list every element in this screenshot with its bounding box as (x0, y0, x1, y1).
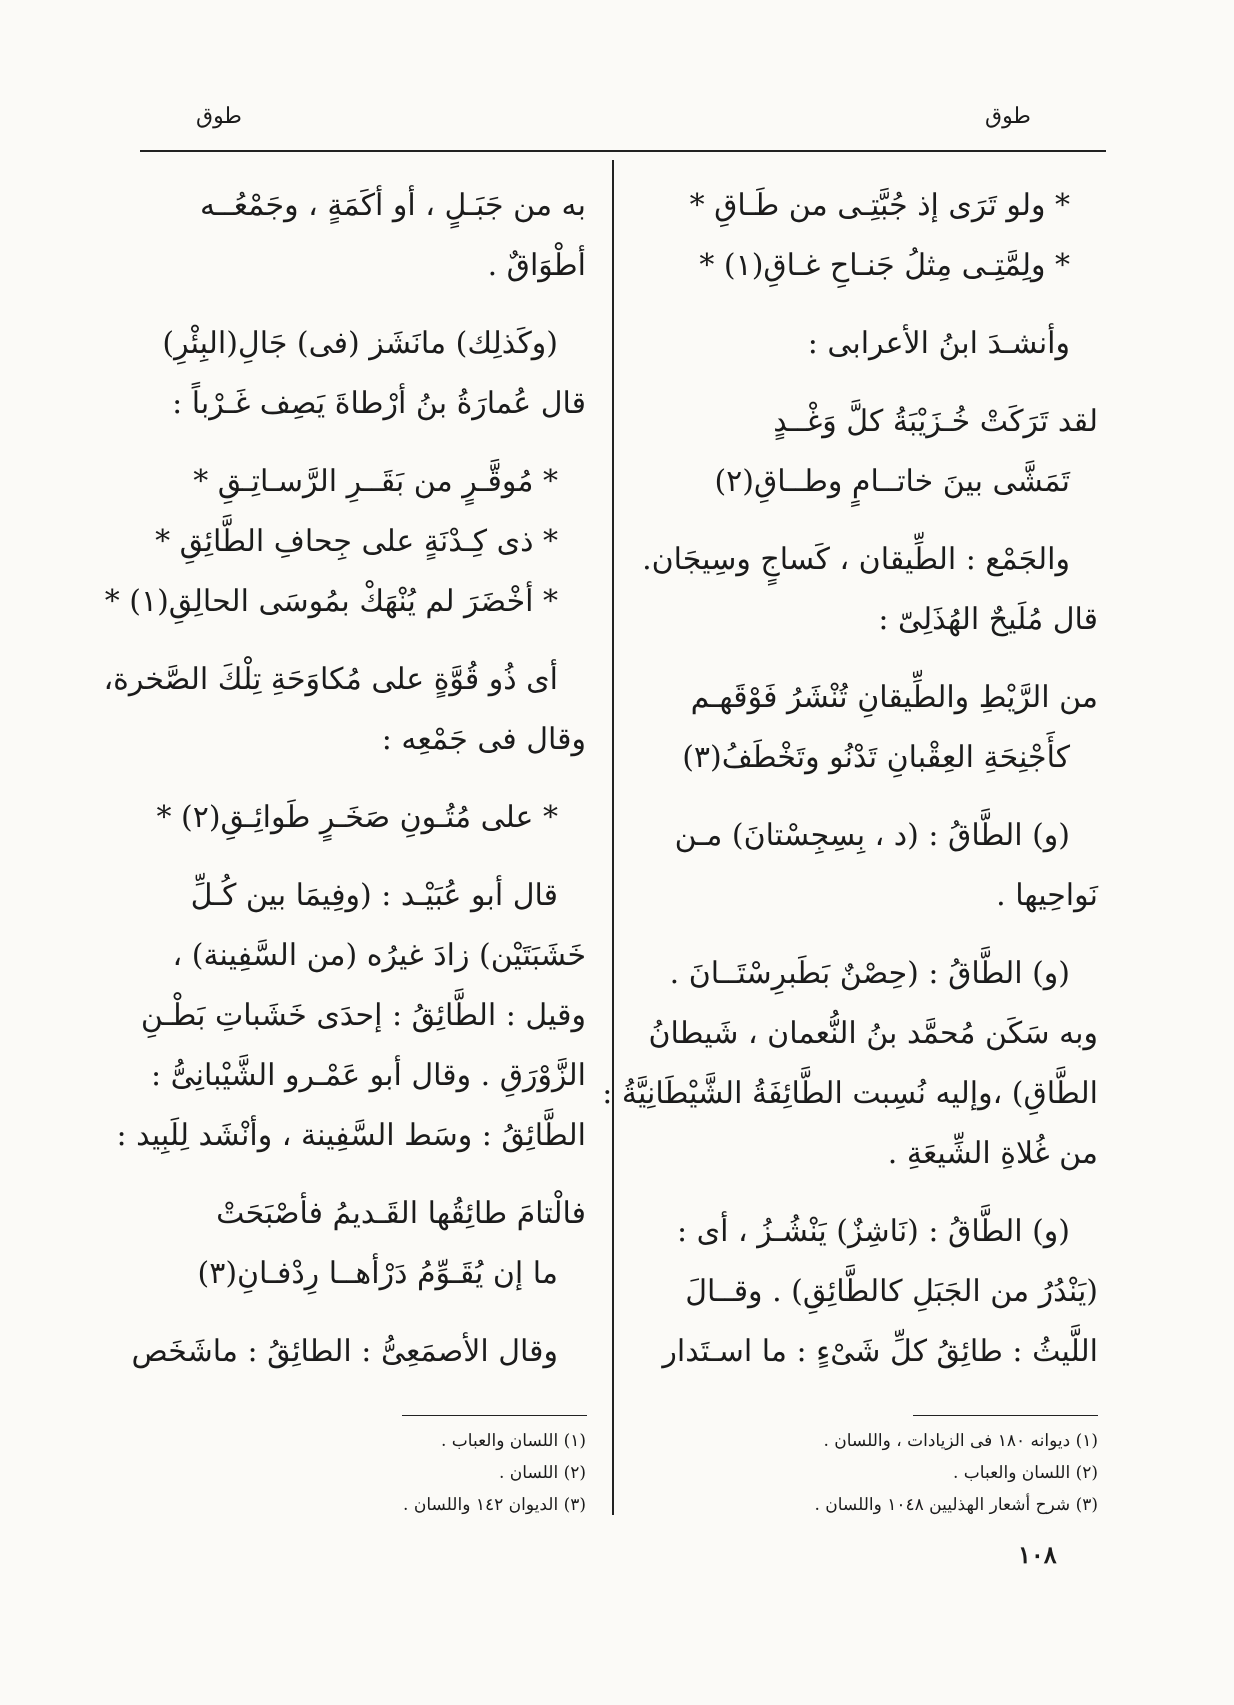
text-line: (و) الطَّاقُ : (د ، بِسِجِسْتانَ) مـن (674, 818, 1070, 853)
column-divider (612, 160, 614, 1515)
text-line: * أخْضَرَ لم يُنْهَكْ بمُوسَى الحالِقِ(١) * (104, 584, 558, 619)
footnote: (٢) اللسان والعباب . (952, 1463, 1098, 1483)
text-line: * ولو تَرَى إذ جُبَّتِـى من طَـاقِ * (689, 188, 1070, 223)
text-line: الطَّائِقُ : وسَط السَّفِينة ، وأنْشَد لِلَبِيد : (116, 1118, 586, 1153)
text-line: * على مُتُـونِ صَخَـرٍ طَوائِـقِ(٢) * (156, 800, 558, 835)
text-line: به من جَبَـلٍ ، أو أكَمَةٍ ، وجَمْعُــه (200, 188, 586, 223)
text-line: من غُلاةِ الشِّيعَةِ . (887, 1136, 1098, 1171)
text-line: وأنشـدَ ابنُ الأعرابى : (807, 326, 1070, 361)
text-line: أى ذُو قُوَّةٍ على مُكاوَحَةِ تِلْكَ الصَّخرة، (103, 662, 558, 697)
left-column (103, 176, 586, 1382)
text-line: قال مُلَيحٌ الهُذَلِىّ : (878, 602, 1098, 637)
footnote: (١) اللسان والعباب . (440, 1431, 586, 1451)
text-line: (يَنْدُرُ من الجَبَلِ كالطَّائِقِ) . وقــالَ (685, 1274, 1098, 1309)
footnote: (٢) اللسان . (499, 1463, 586, 1483)
text-line: اللَّيثُ : طائِقُ كلِّ شَىْءٍ : ما اسـتَدار (662, 1334, 1098, 1369)
text-line: قال عُمارَةُ بنُ أرْطاةَ يَصِف غَـرْباً : (172, 386, 586, 421)
text-line: نَواحِيها . (996, 878, 1098, 913)
footnote: (٣) شرح أشعار الهذليين ١٠٤٨ واللسان . (814, 1495, 1098, 1515)
text-line: (و) الطَّاقُ : (نَاشِزٌ) يَنْشُـزُ ، أى : (677, 1214, 1070, 1249)
text-line: خَشَبَتَيْن) زادَ غيرُه (من السَّفِينة) ، (172, 938, 586, 973)
text-line: من الرَّيْطِ والطِّيقانِ تُنْشَرُ فَوْقَهـم (690, 680, 1098, 715)
text-line: لقد تَرَكَتْ خُـزَيْبَةُ كلَّ وَغْــدٍ (773, 404, 1098, 439)
text-line: * ذى كِـدْنَةٍ على جِحافِ الطَّائِقِ * (155, 524, 558, 559)
page-number: ١٠٨ (1018, 1540, 1057, 1569)
running-header-left: طوق (196, 104, 242, 129)
footnote-rule-left (402, 1415, 587, 1416)
text-line: (وكَذلِك) مانَشَز (فى) جَالِ(البِئْرِ) (162, 326, 558, 361)
footnotes-left (146, 1425, 586, 1521)
right-column (602, 176, 1098, 1382)
text-line: الطَّاقِ) ،وإليه نُسِبت الطَّائِفَةُ الشَّيْطَانِيَّةُ : (602, 1076, 1098, 1111)
text-line: قال أبو عُبَيْـد : (وفِيمَا بين كُـلِّ (190, 878, 558, 913)
text-line: ما إن يُقَـوِّمُ دَرْأهــا رِدْفـانِ(٣) (197, 1256, 558, 1291)
text-line: والجَمْع : الطِّيقان ، كَساجٍ وسِيجَان. (642, 542, 1070, 577)
footnote-rule-right (913, 1415, 1098, 1416)
running-header-right: طوق (985, 104, 1031, 129)
text-line: وقيل : الطَّائِقُ : إحدَى خَشَباتِ بَطْـنِ (140, 998, 586, 1033)
text-line: وبه سَكَن مُحمَّد بنُ النُّعمان ، شَيطانُ (648, 1016, 1098, 1051)
text-line: فالْتامَ طائِقُها القَـديمُ فأصْبَحَتْ (216, 1196, 586, 1231)
text-line: * ولِمَّتِـى مِثلُ جَنـاحِ غـاقِ(١) * (699, 248, 1070, 283)
footnotes-right (668, 1425, 1098, 1521)
header-rule (140, 150, 1106, 152)
footnote: (٣) الديوان ١٤٢ واللسان . (403, 1495, 586, 1515)
text-line: الزَّوْرَقِ . وقال أبو عَمْـرو الشَّيْبانِىُّ : (151, 1058, 586, 1093)
text-line: * مُوقَّـرٍ من بَقَــرِ الرَّسـاتِـقِ * (193, 464, 558, 499)
text-line: أطْوَاقٌ . (487, 248, 586, 283)
footnote: (١) ديوانه ١٨٠ فى الزيادات ، واللسان . (823, 1431, 1098, 1451)
text-line: تَمَشَّى بينَ خاتــامٍ وطــاقِ(٢) (714, 464, 1070, 499)
text-line: كأَجْنِحَةِ العِقْبانِ تَدْنُو وتَخْطَفُ(٣) (682, 740, 1070, 775)
text-line: (و) الطَّاقُ : (حِصْنٌ بَطَبرِسْتَــانَ . (669, 956, 1070, 991)
text-line: وقال الأصمَعِىُّ : الطائِقُ : ماشَخَص (131, 1334, 558, 1369)
text-line: وقال فى جَمْعِه : (381, 722, 586, 757)
